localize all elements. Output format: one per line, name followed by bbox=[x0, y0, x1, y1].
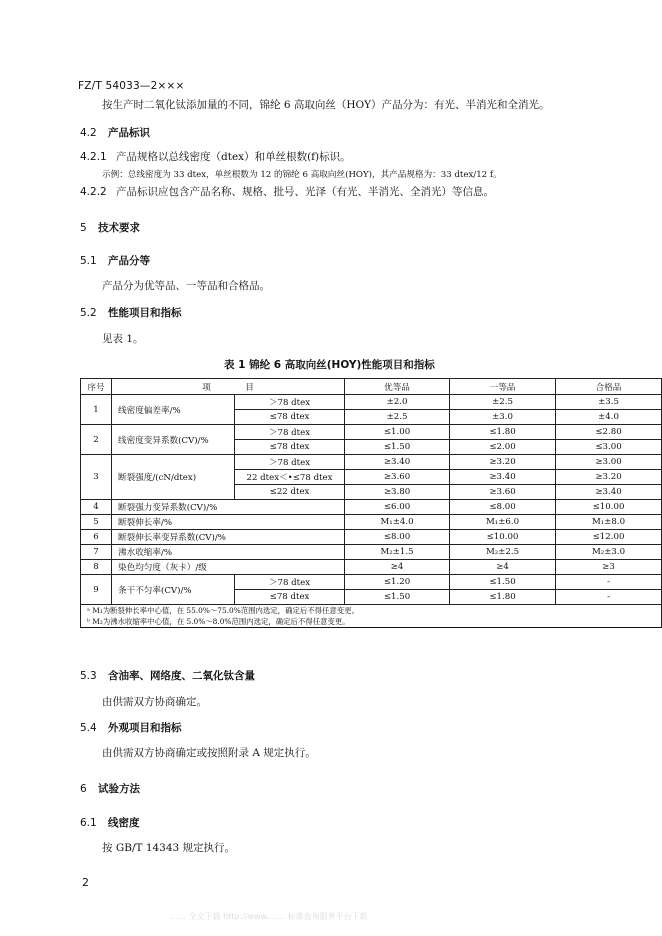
clause-5-4-text: 由供需双方协商确定或按照附录 A 规定执行。 bbox=[102, 747, 316, 759]
header-no: 序号 bbox=[81, 379, 112, 395]
section-heading-4-2: 4.2 产品标识 bbox=[80, 127, 150, 139]
table-row: 2 线密度变异系数(CV)/% ＞78 dtex ≤1.00 ≤1.80 ≤2.80 bbox=[81, 425, 662, 440]
header-premium-grade: 优等品 bbox=[345, 379, 450, 395]
table-row: ≤78 dtex ≤1.50 ≤2.00 ≤3.00 bbox=[81, 440, 662, 455]
section-heading-6-1: 6.1 线密度 bbox=[80, 817, 140, 829]
page-number: 2 bbox=[82, 876, 89, 889]
table-footnote: ᵇ M₂为沸水收缩率中心值，在 5.0%～8.0%范围内选定，确定后不得任意变更。 bbox=[81, 616, 662, 628]
example-note: 示例：总线密度为 33 dtex，单丝根数为 12 的锦纶 6 高取向丝(HOY)，其产品规格为：33 dtex/12 f。 bbox=[102, 170, 502, 180]
section-heading-5: 5 技术要求 bbox=[80, 222, 140, 234]
table-caption: 表 1 锦纶 6 高取向丝(HOY)性能项目和指标 bbox=[224, 359, 435, 371]
table-row: 3 断裂强度/(cN/dtex) ＞78 dtex ≥3.40 ≥3.20 ≥3.00 bbox=[81, 455, 662, 470]
table-footnote: ᵃ M₁为断裂伸长率中心值，在 55.0%～75.0%范围内选定，确定后不得任意变更。 bbox=[81, 605, 662, 617]
intro-paragraph: 按生产时二氧化钛添加量的不同，锦纶 6 高取向丝（HOY）产品分为：有光、半消光和全消光。 bbox=[102, 99, 550, 111]
table-row: 6 断裂伸长率变异系数(CV)/% ≤8.00 ≤10.00 ≤12.00 bbox=[81, 530, 662, 545]
document-code: FZ/T 54033—2××× bbox=[78, 80, 185, 92]
watermark: …… 全文下载 http://www.…… 标准查询服务平台下载 bbox=[170, 912, 368, 921]
section-heading-6: 6 试验方法 bbox=[80, 783, 140, 795]
table-row: ≤78 dtex ±2.5 ±3.0 ±4.0 bbox=[81, 410, 662, 425]
clause-5-1-text: 产品分为优等品、一等品和合格品。 bbox=[102, 280, 270, 292]
clause-5-3-text: 由供需双方协商确定。 bbox=[102, 696, 207, 708]
table-row: 5 断裂伸长率/% M₁±4.0 M₁±6.0 M₁±8.0 bbox=[81, 515, 662, 530]
section-heading-5-3: 5.3 含油率、网络度、二氧化钛含量 bbox=[80, 670, 255, 682]
header-first-grade: 一等品 bbox=[450, 379, 556, 395]
table-row: 7 沸水收缩率/% M₂±1.5 M₂±2.5 M₂±3.0 bbox=[81, 545, 662, 560]
table-row: 8 染色均匀度（灰卡）/级 ≥4 ≥4 ≥3 bbox=[81, 560, 662, 575]
table-row: ≤22 dtex ≥3.80 ≥3.60 ≥3.40 bbox=[81, 485, 662, 500]
table-row: 1 线密度偏差率/% ＞78 dtex ±2.0 ±2.5 ±3.5 bbox=[81, 395, 662, 410]
clause-4-2-1: 4.2.1 产品规格以总线密度（dtex）和单丝根数(f)标识。 bbox=[80, 151, 351, 163]
table-row: 22 dtex＜•≤78 dtex ≥3.60 ≥3.40 ≥3.20 bbox=[81, 470, 662, 485]
header-qualified-grade: 合格品 bbox=[556, 379, 662, 395]
clause-4-2-2: 4.2.2 产品标识应包含产品名称、规格、批号、光泽（有光、半消光、全消光）等信息。 bbox=[80, 186, 494, 198]
table-row: 4 断裂强力变异系数(CV)/% ≤6.00 ≤8.00 ≤10.00 bbox=[81, 500, 662, 515]
table-row: ≤78 dtex ≤1.50 ≤1.80 - bbox=[81, 590, 662, 605]
clause-5-2-text: 见表 1。 bbox=[102, 333, 144, 345]
section-heading-5-1: 5.1 产品分等 bbox=[80, 255, 150, 267]
clause-6-1-text: 按 GB/T 14343 规定执行。 bbox=[102, 842, 236, 854]
section-heading-5-4: 5.4 外观项目和指标 bbox=[80, 722, 182, 734]
header-item: 项 目 bbox=[112, 379, 345, 395]
section-heading-5-2: 5.2 性能项目和指标 bbox=[80, 307, 182, 319]
performance-table bbox=[80, 378, 662, 628]
table-row: 9 条干不匀率(CV)/% ＞78 dtex ≤1.20 ≤1.50 - bbox=[81, 575, 662, 590]
table-header-row bbox=[81, 379, 662, 395]
